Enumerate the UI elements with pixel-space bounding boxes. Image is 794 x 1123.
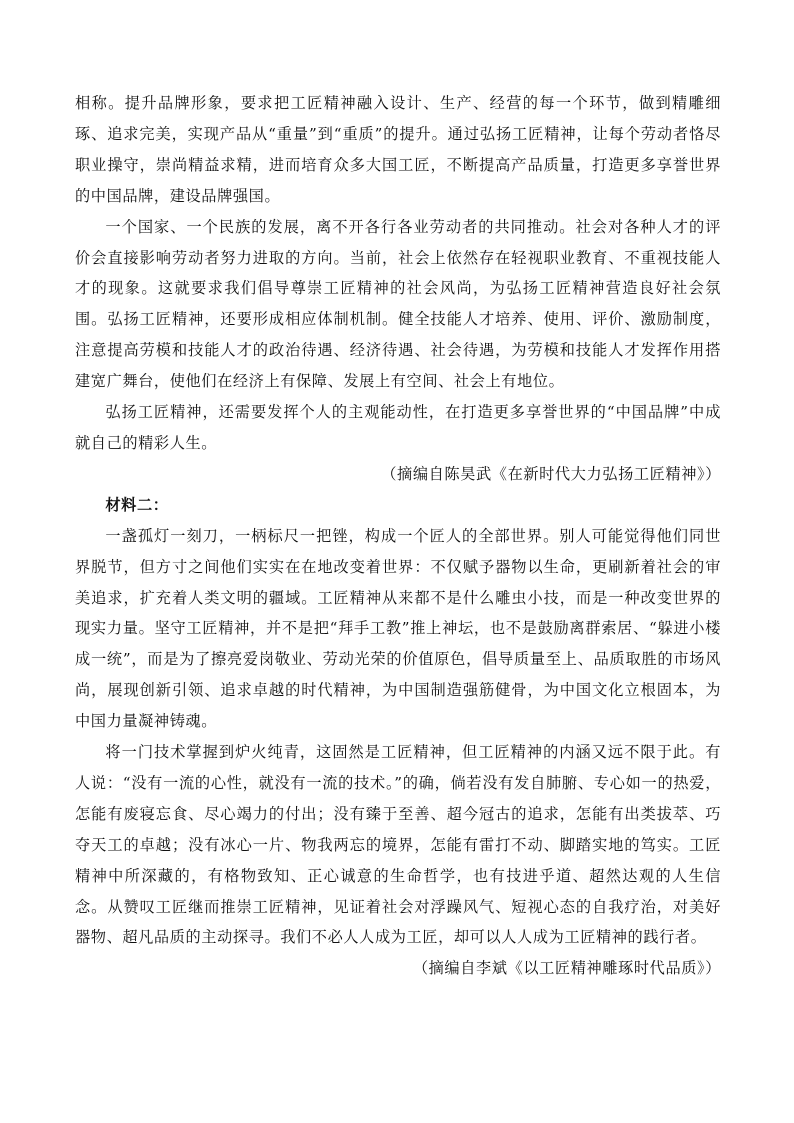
- paragraph: 将一门技术掌握到炉火纯青，这固然是工匠精神，但工匠精神的内涵又远不限于此。有人说：“没有一流的心性，就没有一流的技术。”的确，倘若没有发自肺腑、专心如一的热爱，怎能有废寝忘食、尽心竭力的付出；没有臻于至善、超今冠古的追求，怎能有出类拔萃、巧夺天工的卓越；没有冰心一片、物我两忘的境界，怎能有雷打不动、脚踏实地的笃实。工匠精神中所深藏的，有格物致知、正心诚意的生命哲学，也有技进乎道、超然达观的人生信念。从赞叹工匠继而推崇工匠精神，见证着社会对浮躁风气、短视心态的自我疗治，对美好器物、超凡品质的主动探寻。我们不必人人成为工匠，却可以人人成为工匠精神的践行者。: [75, 743, 721, 947]
- document-page: [75, 88, 721, 984]
- source-citation: （摘编自李斌《以工匠精神雕琢时代品质》）: [412, 959, 721, 978]
- paragraph: 一个国家、一个民族的发展，离不开各行各业劳动者的共同推动。社会对各种人才的评价会直接影响劳动者努力进取的方向。当前，社会上依然存在轻视职业教育、不重视技能人才的现象。这就要求我们倡导尊崇工匠精神的社会风尚，为弘扬工匠精神营造良好社会氛围。弘扬工匠精神，还要形成相应体制机制。健全技能人才培养、使用、评价、激励制度，注意提高劳模和技能人才的政治待遇、经济待遇、社会待遇，为劳模和技能人才发挥作用搭建宽广舞台，使他们在经济上有保障、发展上有空间、社会上有地位。: [75, 217, 721, 391]
- paragraph: 一盏孤灯一刻刀，一柄标尺一把锉，构成一个匠人的全部世界。别人可能觉得他们同世界脱节，但方寸之间他们实实在在地改变着世界：不仅赋予器物以生命，更刷新着社会的审美追求，扩充着人类文明的疆域。工匠精神从来都不是什么雕虫小技，而是一种改变世界的现实力量。坚守工匠精神，并不是把“拜手工教”推上神坛，也不是鼓励离群索居、“躲进小楼成一统”，而是为了擦亮爱岗敬业、劳动光荣的价值原色，倡导质量至上、品质取胜的市场风尚，展现创新引领、追求卓越的时代精神，为中国制造强筋健骨，为中国文化立根固本，为中国力量凝神铸魂。: [75, 526, 721, 731]
- section-heading: 材料二：: [105, 495, 169, 514]
- paragraph: 弘扬工匠精神，还需要发挥个人的主观能动性，在打造更多享誉世界的“中国品牌”中成就自己的精彩人生。: [75, 403, 721, 452]
- paragraph-continued: 相称。提升品牌形象，要求把工匠精神融入设计、生产、经营的每一个环节，做到精雕细琢、追求完美，实现产品从“重量”到“重质”的提升。通过弘扬工匠精神，让每个劳动者恪尽职业操守，崇尚精益求精，进而培育众多大国工匠，不断提高产品质量，打造更多享誉世界的中国品牌，建设品牌强国。: [75, 94, 721, 205]
- source-citation: （摘编自陈昊武《在新时代大力弘扬工匠精神》）: [381, 464, 721, 483]
